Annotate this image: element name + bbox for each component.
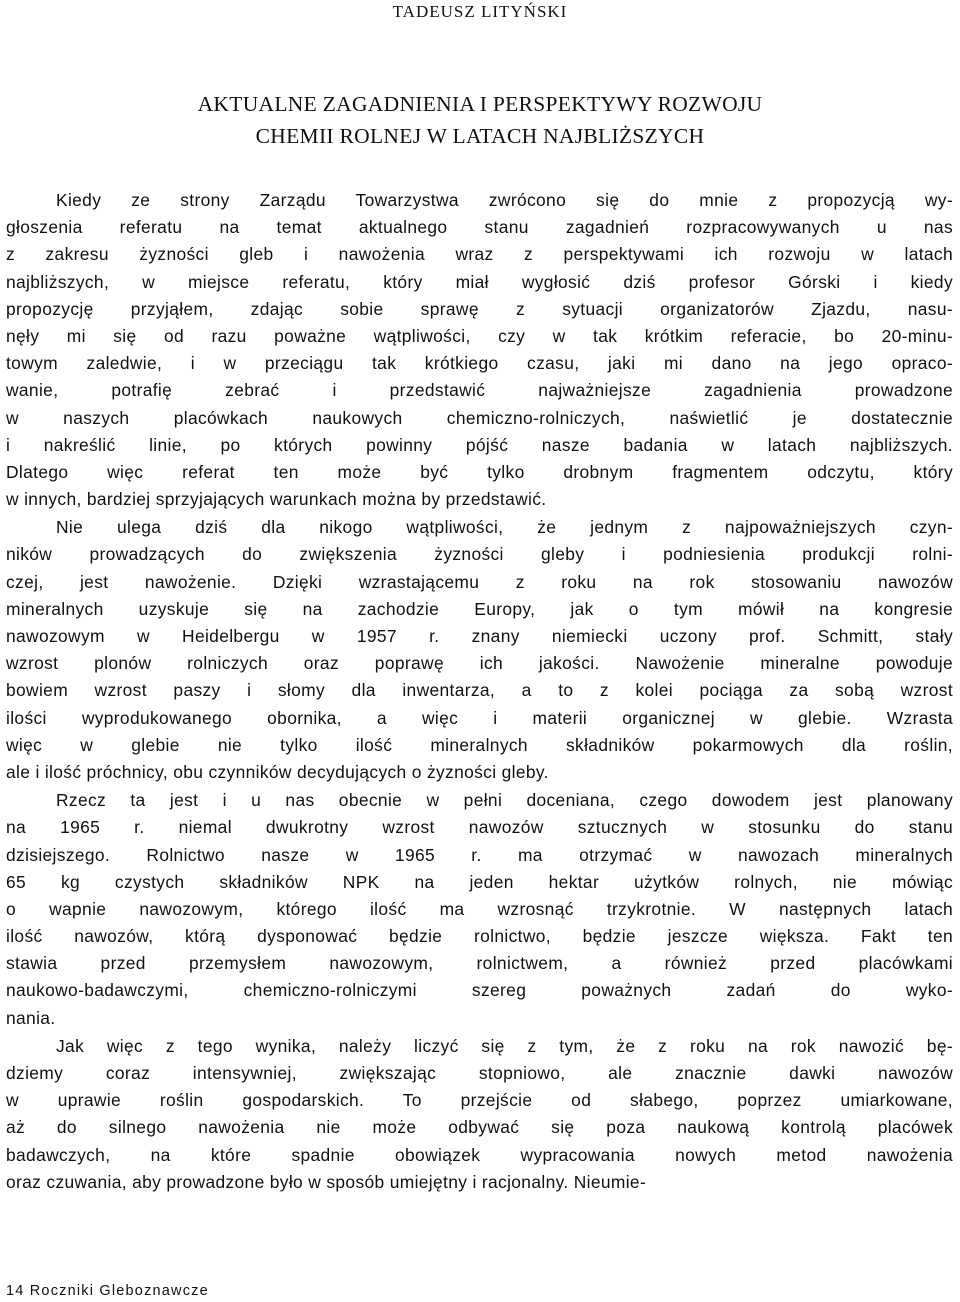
text-line: z zakresu żyzności gleb i nawożenia wraz z perspektywami ich rozwoju w latach (6, 244, 953, 265)
text-line: dzisiejszego. Rolnictwo nasze w 1965 r. ma otrzymać w nawozach mineralnych (6, 844, 953, 865)
text-line: Jak więc z tego wynika, należy liczyć się z tym, że z roku na rok nawozić bę- (56, 1035, 953, 1056)
text-line: w uprawie roślin gospodarskich. To przejście od słabego, poprzez umiarkowane, (6, 1090, 953, 1111)
text-line: Kiedy ze strony Zarządu Towarzystwa zwrócono się do mnie z propozycją wy- (56, 190, 953, 210)
paragraph (6, 514, 953, 786)
text-line: 65 kg czystych składników NPK na jeden hektar użytków rolnych, nie mówiąc (6, 871, 953, 892)
text-line: więc w glebie nie tylko ilość mineralnych składników pokarmowych dla roślin, (6, 734, 953, 755)
text-line: nawozowym w Heidelbergu w 1957 r. znany niemiecki uczony prof. Schmitt, stały (6, 626, 953, 646)
text-line: na 1965 r. niemal dwukrotny wzrost nawozów sztucznych w stosunku do stanu (6, 817, 953, 838)
text-line: wanie, potrafię zebrać i przedstawić najważniejsze zagadnienia prowadzone (6, 380, 953, 401)
article-title-line-2: CHEMII ROLNEJ W LATACH NAJBLIŻSZYCH (255, 124, 705, 148)
text-line: towym zaledwie, i w przeciągu tak krótkiego czasu, jaki mi dano na jego opraco- (6, 353, 953, 374)
text-line: Dlatego więc referat ten może być tylko drobnym fragmentem odczytu, który (6, 461, 953, 482)
text-line: w naszych placówkach naukowych chemiczno-rolniczych, naświetlić je dostatecznie (6, 407, 953, 428)
text-line: o wapnie nawozowym, którego ilość ma wzrosnąć trzykrotnie. W następnych latach (6, 898, 953, 919)
text-line: w innych, bardziej sprzyjających warunkach można by przedstawić. (6, 489, 547, 510)
text-line: Rzecz ta jest i u nas obecnie w pełni doceniana, czego dowodem jest planowany (56, 790, 953, 811)
text-line: ilości wyprodukowanego obornika, a więc i materii organicznej w glebie. Wzrasta (6, 707, 953, 728)
article-body (6, 187, 953, 1196)
paragraph (6, 787, 953, 1032)
text-line: naukowo-badawczymi, chemiczno-rolniczymi szereg poważnych zadań do wyko- (6, 980, 953, 1001)
text-line: mineralnych uzyskuje się na zachodzie Europy, jak o tym mówił na kongresie (6, 598, 953, 619)
text-line: aż do silnego nawożenia nie może odbywać się poza naukową kontrolą placówek (6, 1117, 953, 1138)
text-line: stawia przed przemysłem nawozowym, rolnictwem, a również przed placówkami (6, 953, 953, 974)
text-line: Nie ulega dziś dla nikogo wątpliwości, że jednym z najpoważniejszych czyn- (56, 517, 953, 538)
text-line: dziemy coraz intensywniej, zwiększając stopniowo, ale znacznie dawki nawozów (6, 1063, 953, 1083)
text-line: głoszenia referatu na temat aktualnego stanu zagadnień rozpracowywanych u nas (6, 217, 953, 238)
paragraph (6, 1033, 953, 1196)
text-line: badawczych, na które spadnie obowiązek wypracowania nowych metod nawożenia (6, 1144, 953, 1165)
paragraph (6, 187, 953, 513)
text-line: bowiem wzrost paszy i słomy dla inwentarza, a to z kolei pociąga za sobą wzrost (6, 680, 953, 701)
text-line: wzrost plonów rolniczych oraz poprawę ich jakości. Nawożenie mineralne powoduje (6, 653, 953, 674)
text-line: propozycję przyjąłem, zdając sobie sprawę z sytuacji organizatorów Zjazdu, nasu- (6, 298, 953, 319)
text-line: ilość nawozów, którą dysponować będzie rolnictwo, będzie jeszcze większa. Fakt ten (6, 926, 953, 947)
running-head-author: TADEUSZ LITYŃSKI (392, 2, 568, 21)
text-line: oraz czuwania, aby prowadzone było w sposób umiejętny i racjonalny. Nieumie- (6, 1171, 647, 1192)
text-line: ale i ilość próchnicy, obu czynników decydujących o żyzności gleby. (6, 761, 549, 782)
text-line: i nakreślić linie, po których powinny pójść nasze badania w latach najbliższych. (6, 434, 953, 455)
page-footer: 14 Roczniki Gleboznawcze (6, 1283, 209, 1299)
article-title-line-1: AKTUALNE ZAGADNIENIA I PERSPEKTYWY ROZWOJU (197, 92, 763, 116)
text-line: ników prowadzących do zwiększenia żyzności gleby i podniesienia produkcji rolni- (6, 544, 953, 565)
text-line: nęły mi się od razu poważne wątpliwości, czy w tak krótkim referacie, bo 20-minu- (6, 325, 953, 346)
text-line: czej, jest nawożenie. Dzięki wzrastającemu z roku na rok stosowaniu nawozów (6, 571, 953, 592)
text-line: nania. (6, 1007, 56, 1028)
text-line: najbliższych, w miejsce referatu, który miał wygłosić dziś profesor Górski i kiedy (6, 271, 953, 292)
article-title (0, 88, 960, 152)
